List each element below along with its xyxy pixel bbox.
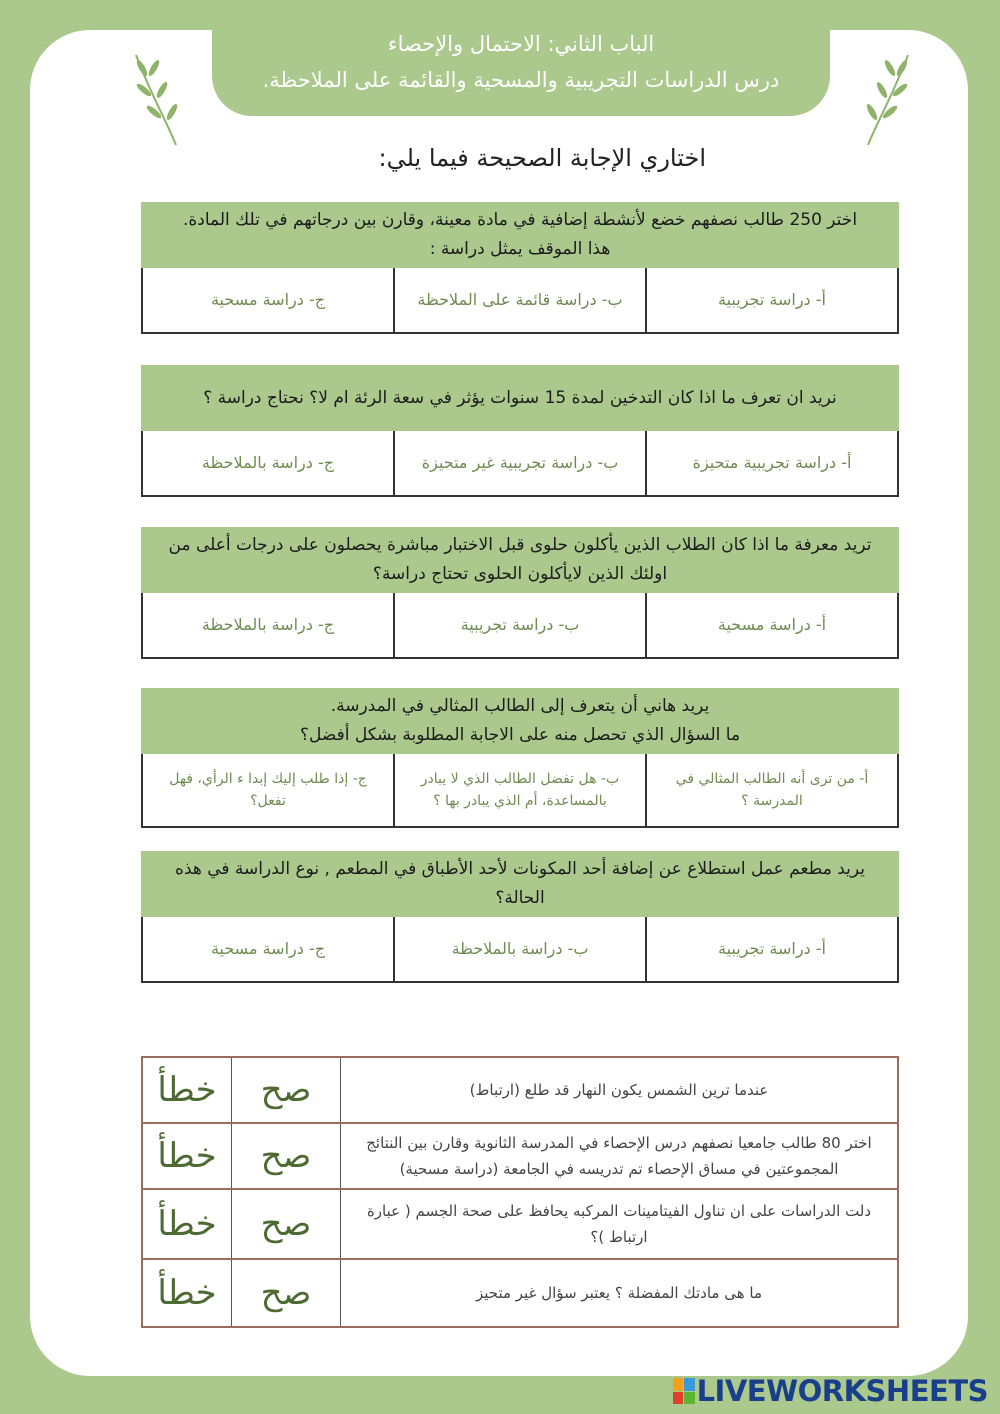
- statement-text: عندما ترين الشمس يكون النهار قد طلع (ارتباط): [469, 1081, 769, 1099]
- option-b[interactable]: ب- دراسة تجريبية: [393, 593, 645, 657]
- header-banner: [212, 28, 830, 116]
- option-b[interactable]: ب- دراسة قائمة على الملاحظة: [393, 268, 645, 332]
- option-a[interactable]: أ- دراسة تجريبية متحيزة: [645, 431, 897, 495]
- true-option[interactable]: صح: [232, 1260, 341, 1326]
- option-a[interactable]: أ- دراسة تجريبية: [645, 268, 897, 332]
- statement-text: دلت الدراسات على ان تناول الفيتامينات المركبه يحافظ على صحة الجسم ( عبارة ارتباط )؟: [366, 1202, 872, 1246]
- false-option[interactable]: خطأ: [143, 1124, 232, 1188]
- question-line: اختر 250 طالب نصفهم خضع لأنشطة إضافية في مادة معينة، وقارن بين درجاتهم في تلك المادة.: [182, 210, 858, 230]
- question-4: [141, 688, 899, 828]
- option-c[interactable]: ج- دراسة مسحية: [210, 290, 326, 309]
- question-2: [141, 365, 899, 497]
- false-option[interactable]: خطأ: [143, 1190, 232, 1258]
- leaf-sprig-icon: [858, 50, 918, 150]
- option-c[interactable]: ج- إذا طلب إليك إبدا ء الرأي، فهل تفعل؟: [169, 771, 367, 809]
- logo-badge-icon: [673, 1378, 695, 1404]
- option-a[interactable]: أ- دراسة مسحية: [645, 593, 897, 657]
- option-b[interactable]: ب- دراسة تجريبية غير متحيزة: [393, 431, 645, 495]
- option-a[interactable]: أ- من ترى أنه الطالب المثالي في المدرسة ؟: [645, 754, 897, 826]
- option-c[interactable]: ج- دراسة مسحية: [210, 939, 326, 958]
- option-a[interactable]: أ- دراسة تجريبية: [645, 917, 897, 981]
- options-row: [141, 754, 899, 828]
- question-line: ما السؤال الذي تحصل منه على الاجابة المطلوبة بشكل أفضل؟: [299, 725, 741, 745]
- false-option[interactable]: خطأ: [143, 1058, 232, 1122]
- question-line: يريد هاني أن يتعرف إلى الطالب المثالي في المدرسة.: [330, 696, 710, 716]
- true-option[interactable]: صح: [232, 1058, 341, 1122]
- brand-name: LIVEWORKSHEETS: [696, 1374, 988, 1408]
- options-row: [141, 917, 899, 983]
- option-c[interactable]: ج- دراسة بالملاحظة: [201, 615, 335, 634]
- instruction-heading: اختاري الإجابة الصحيحة فيما يلي:: [378, 144, 706, 172]
- false-option[interactable]: خطأ: [143, 1260, 232, 1326]
- question-line: يريد مطعم عمل استطلاع عن إضافة أحد المكونات لأحد الأطباق في المطعم , نوع الدراسة في هذه الحالة؟: [175, 859, 865, 908]
- chapter-title: الباب الثاني: الاحتمال والإحصاء: [387, 32, 655, 56]
- question-text: [141, 527, 899, 593]
- options-row: [141, 268, 899, 334]
- table-row: [143, 1260, 897, 1326]
- question-text: [141, 202, 899, 268]
- options-row: [141, 431, 899, 497]
- question-line: نريد ان تعرف ما اذا كان التدخين لمدة 15 سنوات يؤثر في سعة الرئة ام لا؟ نحتاج دراسة ؟: [203, 387, 837, 408]
- question-1: [141, 202, 899, 334]
- question-3: [141, 527, 899, 659]
- option-b[interactable]: ب- هل تفضل الطالب الذي لا يبادر بالمساعدة، أم الذي يبادر بها ؟: [393, 754, 645, 826]
- option-b[interactable]: ب- دراسة بالملاحظة: [393, 917, 645, 981]
- question-line: تريد معرفة ما اذا كان الطلاب الذين يأكلون حلوى قبل الاختبار مباشرة يحصلون على درجات أعلى من: [168, 535, 872, 555]
- table-row: [143, 1058, 897, 1124]
- true-option[interactable]: صح: [232, 1124, 341, 1188]
- statement-text: ما هى مادتك المفضلة ؟ يعتبر سؤال غير متحيز: [475, 1284, 763, 1302]
- true-false-table: [141, 1056, 899, 1328]
- question-line: هذا الموقف يمثل دراسة :: [429, 239, 611, 259]
- question-text: [141, 688, 899, 754]
- question-text: [141, 365, 899, 431]
- table-row: [143, 1124, 897, 1190]
- leaf-sprig-icon: [126, 50, 186, 150]
- question-line: اولئك الذين لايأكلون الحلوى تحتاج دراسة؟: [372, 564, 668, 584]
- question-text: [141, 851, 899, 917]
- liveworksheets-logo: [673, 1374, 988, 1408]
- table-row: [143, 1190, 897, 1260]
- options-row: [141, 593, 899, 659]
- lesson-title: درس الدراسات التجريبية والمسحية والقائمة على الملاحظة.: [262, 68, 780, 92]
- statement-text: اختر 80 طالب جامعيا نصفهم درس الإحصاء في المدرسة الثانوية وقارن بين النتائج المجموعتين في مساق الإحصاء تم تدريسه في الجامعة (دراسة مسحية): [366, 1134, 872, 1178]
- true-option[interactable]: صح: [232, 1190, 341, 1258]
- question-5: [141, 851, 899, 983]
- option-c[interactable]: ج- دراسة بالملاحظة: [201, 453, 335, 472]
